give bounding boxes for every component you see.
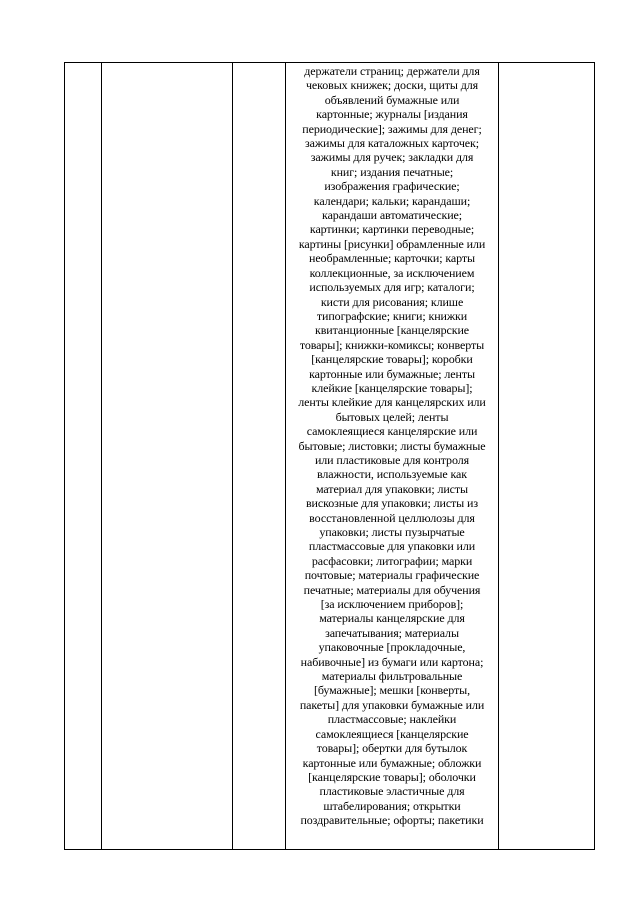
table-cell-col5 bbox=[499, 63, 595, 850]
table-cell-col2 bbox=[102, 63, 233, 850]
goods-table bbox=[64, 62, 595, 850]
table-cell-col3 bbox=[233, 63, 286, 850]
goods-list-text: держатели страниц; держатели для чековых книжек; доски, щиты для объявлений бумажные или картонные; журналы [издания периодические]; зажимы для денег; зажимы для каталожных карточек; зажимы для ручек; закладки для книг; издания печатные; изображения графические; календари; кальки; карандаши; карандаши автоматические; картинки; картинки переводные; картины [рисунки] обрамленные или необрамленные; карточки; карты коллекционные, за исключением используемых для игр; каталоги; кисти для рисования; клише типографские; книги; книжки квитанционные [канцелярские товары]; книжки-комиксы; конверты [канцелярские товары]; коробки картонные или бумажные; ленты клейкие [канцелярские товары]; ленты клейкие для канцелярских или бытовых целей; ленты самоклеящиеся канцелярские или бытовые; листовки; листы бумажные или пластиковые для контроля влажности, используемые как материал для упаковки; листы вискозные для упаковки; листы из восстановленной целлюлозы для упаковки; листы пузырчатые пластмассовые для упаковки или расфасовки; литографии; марки почтовые; материалы графические печатные; материалы для обучения [за исключением приборов]; материалы канцелярские для запечатывания; материалы упаковочные [прокладочные, набивочные] из бумаги или картона; материалы фильтровальные [бумажные]; мешки [конверты, пакеты] для упаковки бумажные или пластмассовые; наклейки самоклеящиеся [канцелярские товары]; обертки для бутылок картонные или бумажные; обложки [канцелярские товары]; оболочки пластиковые эластичные для штабелирования; открытки поздравительные; офорты; пакетики bbox=[298, 64, 486, 828]
table-cell-col1 bbox=[65, 63, 102, 850]
table-row bbox=[65, 63, 595, 850]
table-cell-goods-list bbox=[286, 63, 499, 850]
